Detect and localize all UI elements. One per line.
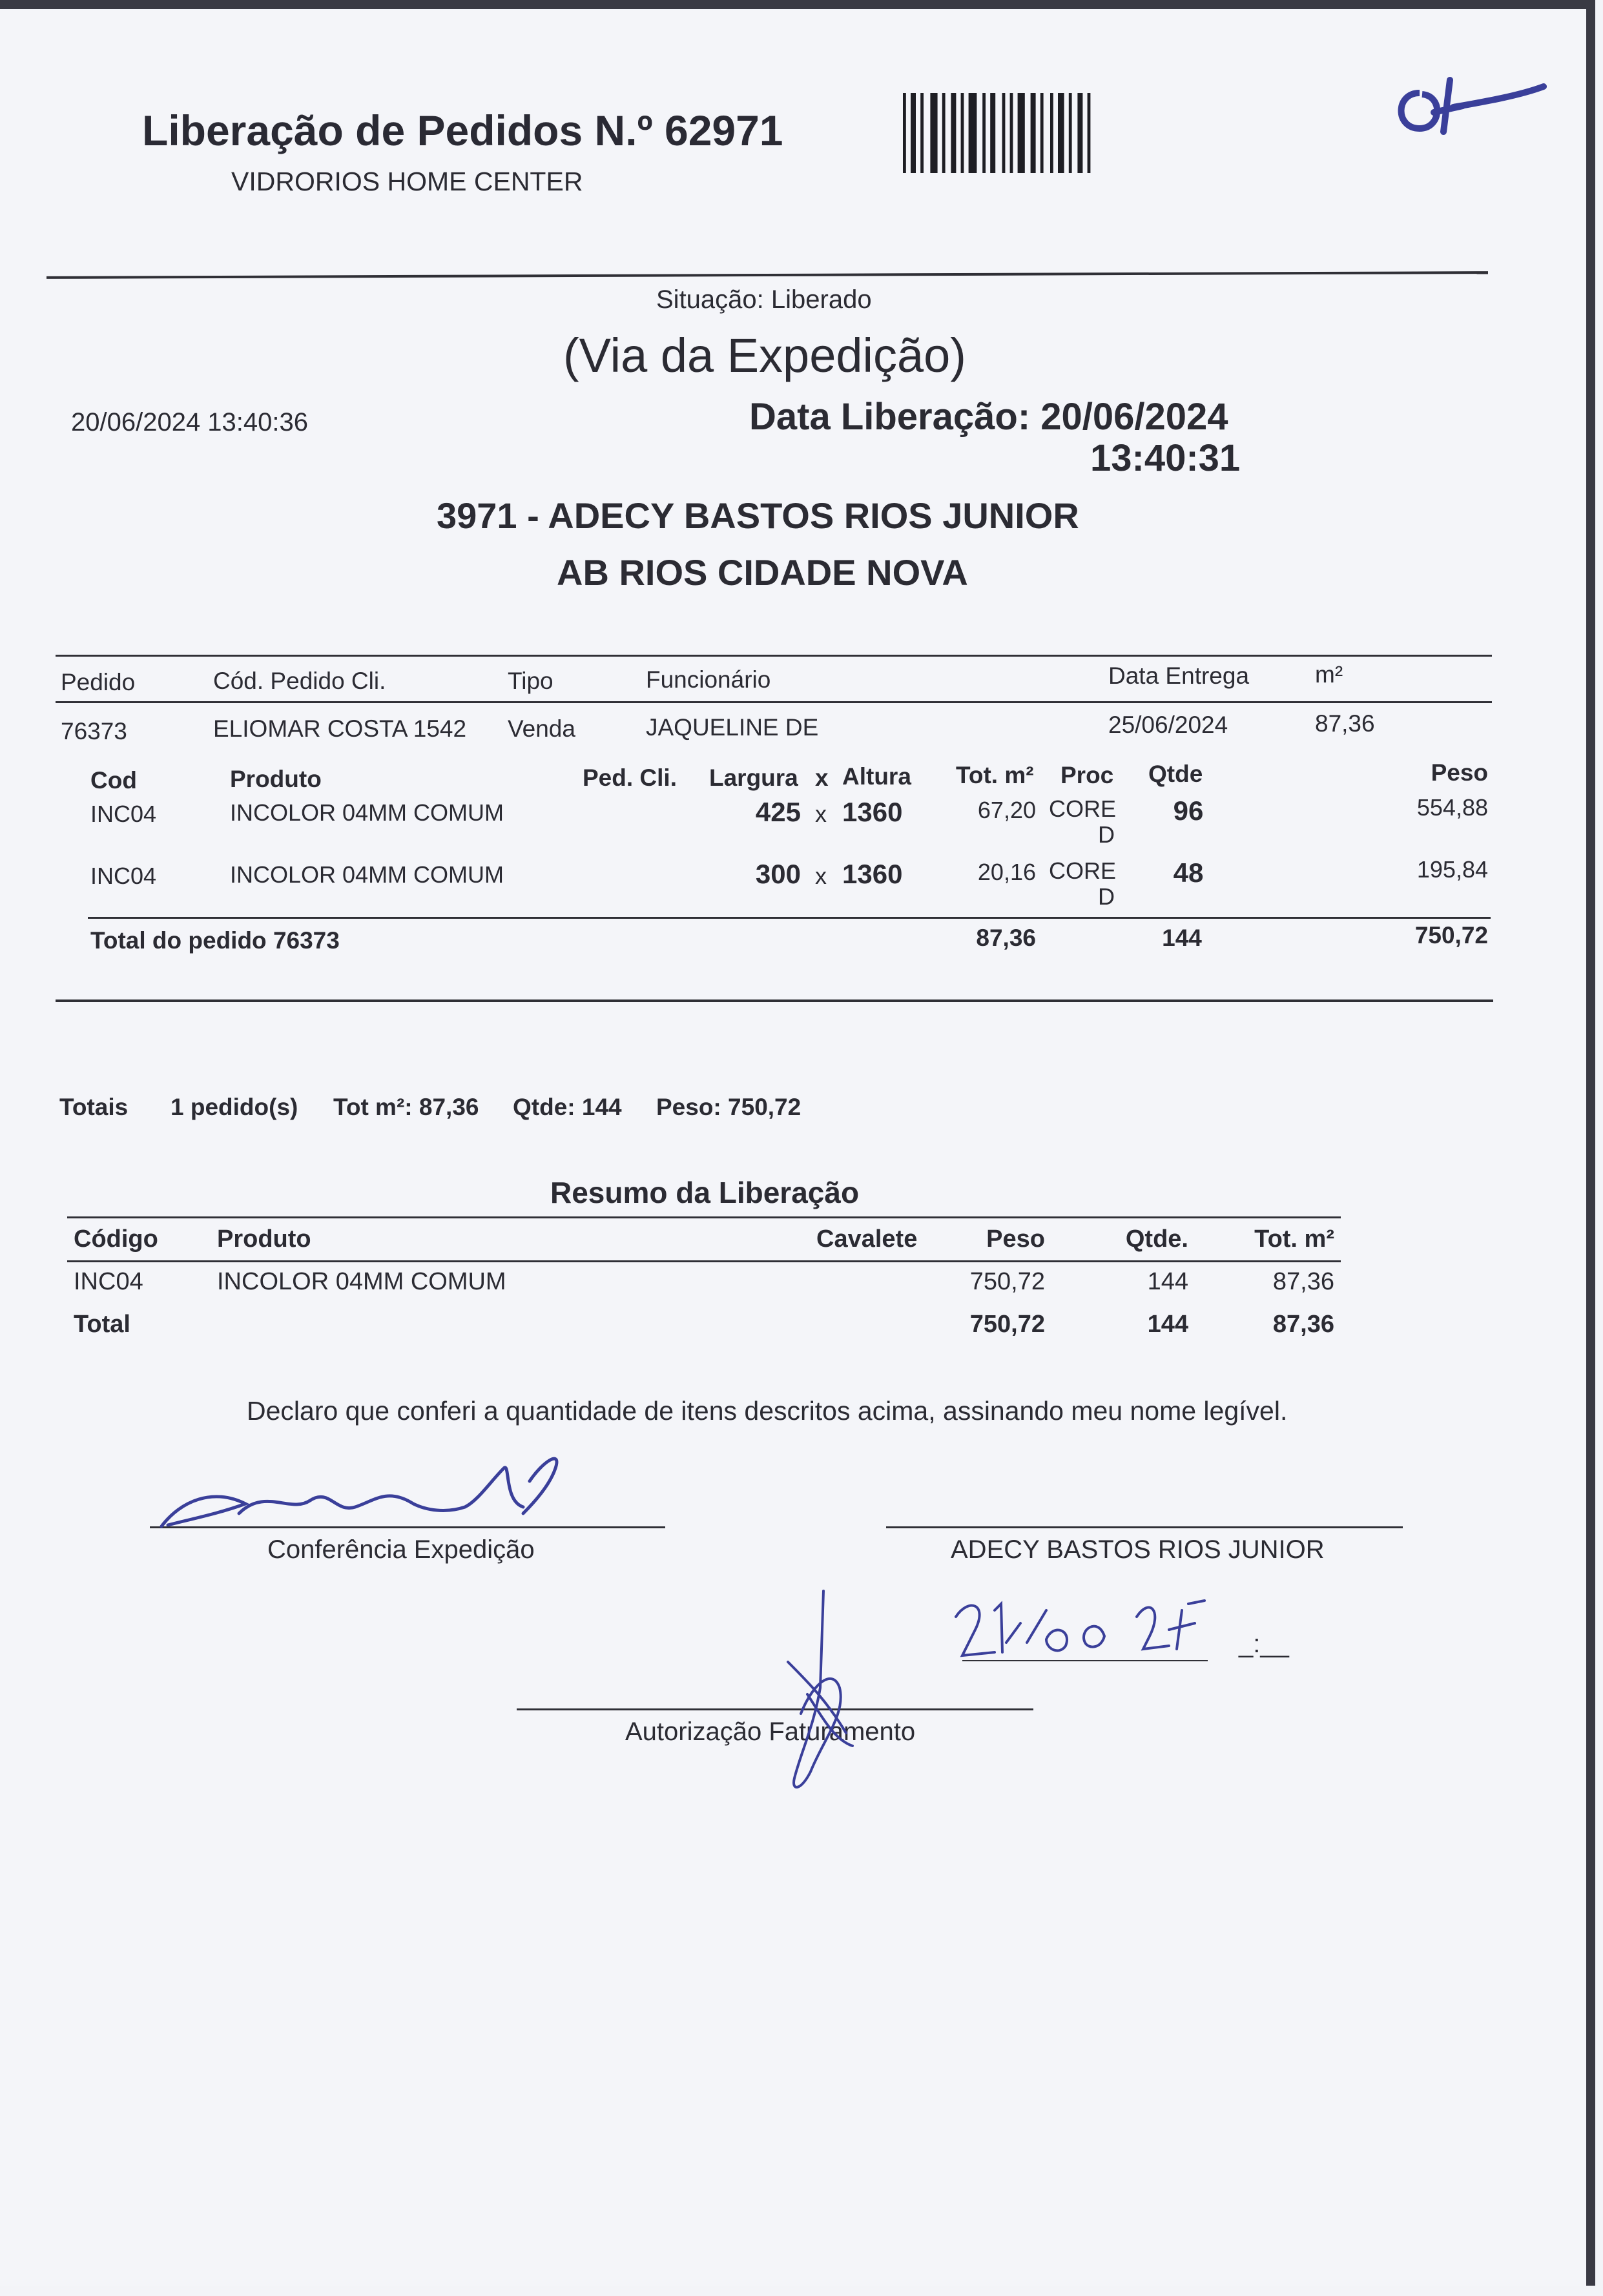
client-signature-line [886, 1526, 1403, 1528]
summary-peso: 750,72 [969, 1268, 1045, 1295]
summary-col-codigo: Código [74, 1225, 158, 1253]
order-data-entrega-value: 25/06/2024 [1108, 712, 1228, 738]
items-col-ped-cli: Ped. Cli. [583, 764, 677, 791]
items-col-altura: Altura [842, 763, 911, 790]
summary-qtde: 144 [1147, 1268, 1188, 1295]
summary-col-tot-m2: Tot. m² [1254, 1225, 1334, 1253]
summary-total-label: Total [74, 1311, 130, 1338]
header-divider [47, 271, 1488, 279]
item-tot-m2: 67,20 [977, 797, 1036, 823]
item-qtde: 48 [1173, 857, 1204, 888]
order-table-top-line [56, 655, 1492, 657]
item-produto: INCOLOR 04MM COMUM [230, 799, 504, 826]
items-total-line [88, 917, 1491, 919]
totals-m2: Tot m²: 87,36 [333, 1094, 479, 1120]
item-peso: 195,84 [1416, 856, 1488, 883]
col-tipo: Tipo [508, 668, 553, 694]
items-col-cod: Cod [90, 767, 137, 794]
summary-title: Resumo da Liberação [550, 1176, 860, 1209]
item-altura: 1360 [842, 859, 903, 889]
client-store: AB RIOS CIDADE NOVA [557, 552, 968, 593]
col-m2: m² [1315, 661, 1343, 688]
totals-qtde: Qtde: 144 [513, 1094, 622, 1120]
items-bottom-line [56, 999, 1493, 1002]
autorizacao-label: Autorização Faturamento [625, 1717, 916, 1746]
autorizacao-signature-line [517, 1708, 1033, 1710]
autorizacao-signature [775, 1584, 865, 1804]
order-total-label: Total do pedido 76373 [90, 927, 340, 954]
order-total-peso: 750,72 [1414, 922, 1488, 948]
item-proc-cont: D [1098, 821, 1115, 848]
order-total-qtde: 144 [1162, 925, 1202, 951]
summary-produto: INCOLOR 04MM COMUM [217, 1268, 506, 1295]
declaration-text: Declaro que conferi a quantidade de itens descritos acima, assinando meu nome legível. [247, 1396, 1288, 1426]
summary-tot-m2: 87,36 [1272, 1268, 1334, 1295]
handwritten-date [949, 1584, 1221, 1668]
item-altura: 1360 [842, 797, 903, 827]
conferencia-signature [142, 1442, 581, 1539]
summary-top-line [67, 1216, 1341, 1218]
item-peso: 554,88 [1416, 794, 1488, 821]
release-date: Data Liberação: 20/06/2024 [749, 396, 1228, 438]
summary-header-line [67, 1260, 1341, 1262]
totals-peso: Peso: 750,72 [656, 1094, 802, 1120]
summary-total-peso: 750,72 [969, 1311, 1045, 1338]
item-cod: INC04 [90, 801, 157, 827]
release-time: 13:40:31 [1090, 437, 1241, 479]
order-cod-cli-value: ELIOMAR COSTA 1542 [213, 715, 467, 742]
item-largura: 300 [755, 859, 801, 889]
totals-pedidos: 1 pedido(s) [171, 1094, 298, 1120]
item-qtde: 96 [1173, 795, 1204, 826]
summary-col-produto: Produto [217, 1225, 311, 1253]
barcode [903, 93, 1156, 173]
company-name: VIDRORIOS HOME CENTER [231, 167, 583, 196]
col-data-entrega: Data Entrega [1108, 662, 1250, 689]
totals-label: Totais [59, 1094, 129, 1120]
items-col-proc: Proc [1060, 762, 1114, 788]
date-separator: _:__ [1239, 1630, 1289, 1658]
summary-total-qtde: 144 [1147, 1311, 1188, 1338]
item-x: x [815, 801, 827, 827]
order-funcionario-value: JAQUELINE DE [646, 714, 819, 741]
items-col-qtde: Qtde [1148, 761, 1203, 787]
item-x: x [815, 863, 827, 889]
order-m2-value: 87,36 [1315, 710, 1375, 737]
document-title: Liberação de Pedidos N.º 62971 [142, 107, 783, 154]
via-label: (Via da Expedição) [563, 329, 966, 382]
conferencia-label: Conferência Expedição [267, 1535, 535, 1564]
col-funcionario: Funcionário [646, 666, 771, 693]
item-largura: 425 [755, 797, 801, 827]
conferencia-signature-line [150, 1526, 665, 1528]
item-proc-cont: D [1098, 883, 1115, 910]
items-col-tot-m2: Tot. m² [956, 762, 1034, 788]
order-tipo-value: Venda [508, 715, 575, 742]
order-pedido-value: 76373 [61, 718, 127, 744]
item-proc: CORE [1049, 795, 1117, 822]
items-col-largura: Largura [709, 764, 798, 791]
order-table-header-line [56, 701, 1492, 703]
col-pedido: Pedido [61, 669, 136, 695]
situacao-text: Situação: Liberado [656, 285, 872, 314]
items-col-peso: Peso [1431, 759, 1488, 786]
summary-codigo: INC04 [74, 1268, 143, 1295]
summary-col-qtde: Qtde. [1125, 1225, 1188, 1253]
corner-mark-handwriting [1382, 67, 1563, 145]
client-name: 3971 - ADECY BASTOS RIOS JUNIOR [437, 495, 1079, 536]
col-cod-pedido-cli: Cód. Pedido Cli. [213, 668, 386, 694]
item-produto: INCOLOR 04MM COMUM [230, 861, 504, 888]
item-proc: CORE [1049, 857, 1117, 884]
summary-col-peso: Peso [986, 1225, 1045, 1253]
order-total-m2: 87,36 [976, 925, 1036, 951]
item-tot-m2: 20,16 [977, 859, 1036, 885]
client-signature-name: ADECY BASTOS RIOS JUNIOR [951, 1535, 1325, 1564]
summary-total-m2: 87,36 [1272, 1311, 1334, 1338]
items-col-produto: Produto [230, 766, 322, 792]
item-cod: INC04 [90, 863, 157, 889]
items-col-x: x [815, 764, 829, 791]
print-datetime: 20/06/2024 13:40:36 [71, 408, 309, 436]
summary-col-cavalete: Cavalete [816, 1225, 918, 1253]
